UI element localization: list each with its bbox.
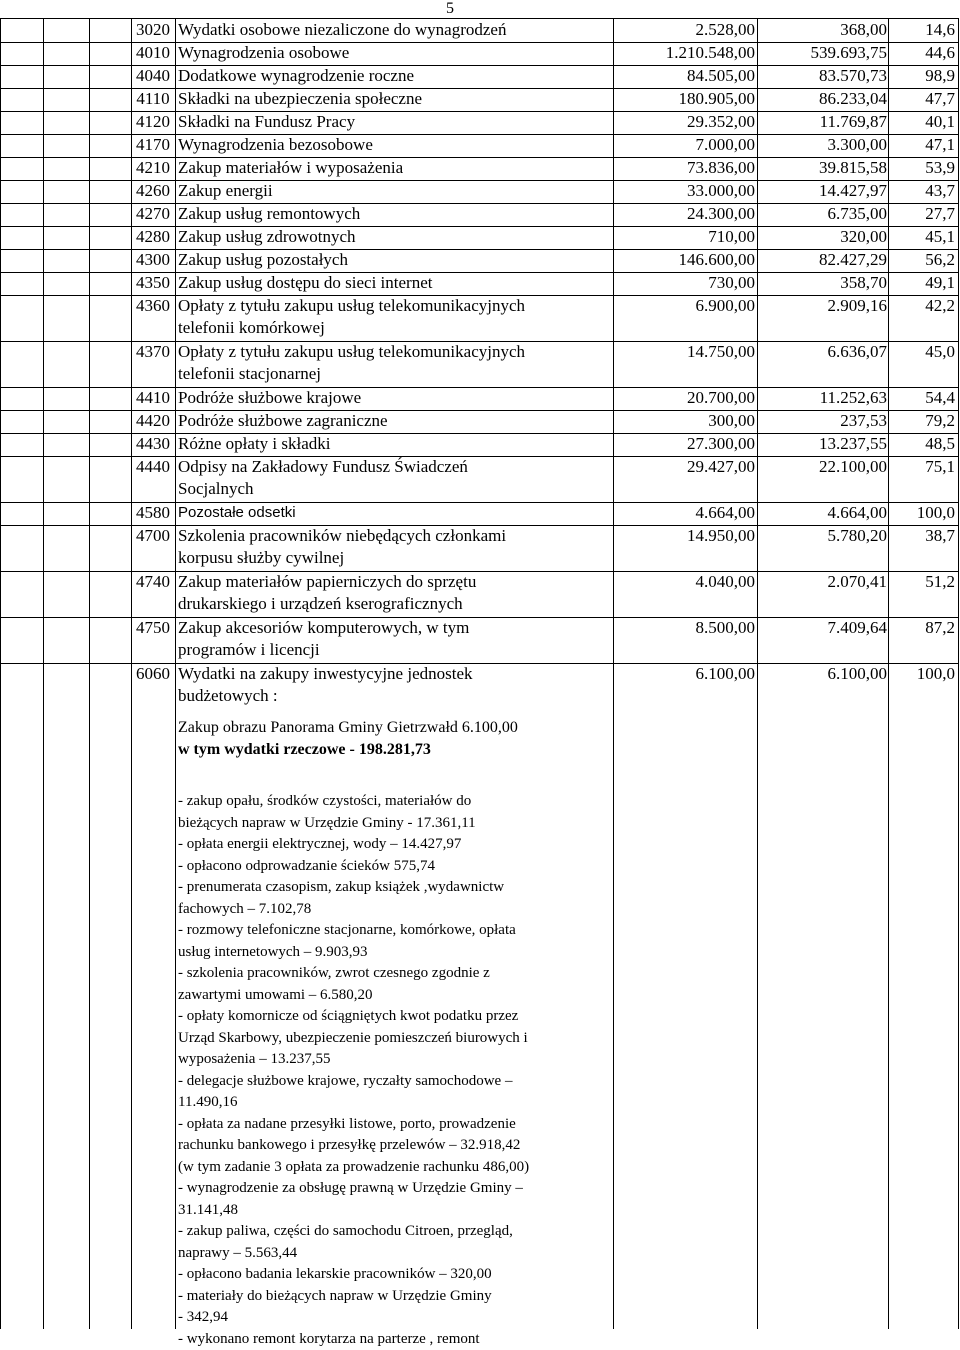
planned-amount: 14.750,00 (613, 341, 755, 363)
executed-amount: 6.100,00 (757, 663, 887, 685)
table-row (1, 19, 959, 43)
expense-name-line: Wynagrodzenia bezosobowe (178, 134, 618, 156)
expense-name-line: Wydatki osobowe niezaliczone do wynagrodzeń (178, 19, 618, 41)
expense-name (178, 456, 618, 500)
execution-percent: 42,2 (889, 295, 955, 317)
expense-name-line: Wydatki na zakupy inwestycyjne jednostek (178, 663, 618, 685)
note-line: - wynagrodzenie za obsługę prawną w Urzędzie Gminy – (178, 1178, 613, 1200)
expense-name-line: Zakup usług pozostałych (178, 249, 618, 271)
executed-amount: 2.070,41 (757, 571, 887, 593)
execution-percent: 53,9 (889, 157, 955, 179)
note-line: bieżących napraw w Urzędzie Gminy - 17.361,11 (178, 813, 613, 835)
execution-percent: 98,9 (889, 65, 955, 87)
executed-amount: 11.252,63 (757, 387, 887, 409)
expense-name-line: Dodatkowe wynagrodzenie roczne (178, 65, 618, 87)
expense-name-line: Składki na Fundusz Pracy (178, 111, 618, 133)
note-line: 31.141,48 (178, 1200, 613, 1222)
paragraph-code: 4420 (131, 410, 175, 432)
planned-amount: 27.300,00 (613, 433, 755, 455)
planned-amount: 84.505,00 (613, 65, 755, 87)
expense-name-line: Szkolenia pracowników niebędących członkami (178, 525, 618, 547)
expense-name-line: telefonii komórkowej (178, 317, 618, 339)
expense-name (178, 617, 618, 661)
expense-name (178, 111, 618, 133)
table-row (1, 571, 959, 618)
table-row (1, 134, 959, 158)
table-row (1, 387, 959, 411)
paragraph-code: 4370 (131, 341, 175, 363)
expense-name-line: Podróże służbowe zagraniczne (178, 410, 618, 432)
expense-name-line: Zakup akcesoriów komputerowych, w tym (178, 617, 618, 639)
execution-percent: 27,7 (889, 203, 955, 225)
expense-name-line: Zakup usług dostępu do sieci internet (178, 272, 618, 294)
note-line: - opłacono badania lekarskie pracowników – 320,00 (178, 1264, 613, 1286)
expense-name-line: Zakup materiałów i wyposażenia (178, 157, 618, 179)
executed-amount: 539.693,75 (757, 42, 887, 64)
expense-name-line: Zakup usług zdrowotnych (178, 226, 618, 248)
expense-name (178, 433, 618, 455)
planned-amount: 146.600,00 (613, 249, 755, 271)
expense-name (178, 272, 618, 294)
execution-percent: 49,1 (889, 272, 955, 294)
expense-name (178, 341, 618, 385)
planned-amount: 73.836,00 (613, 157, 755, 179)
expense-name-line: drukarskiego i urządzeń kserograficznych (178, 593, 618, 615)
expense-name-line: Zakup materiałów papierniczych do sprzętu (178, 571, 618, 593)
investment-note: Zakup obrazu Panorama Gminy Gietrzwałd 6.100,00 (178, 717, 618, 739)
execution-percent: 51,2 (889, 571, 955, 593)
planned-amount: 710,00 (613, 226, 755, 248)
note-line: fachowych – 7.102,78 (178, 899, 613, 921)
execution-percent: 48,5 (889, 433, 955, 455)
paragraph-code: 6060 (131, 663, 175, 685)
expense-name-line: Podróże służbowe krajowe (178, 387, 618, 409)
expense-name (178, 42, 618, 64)
planned-amount: 6.100,00 (613, 663, 755, 685)
paragraph-code: 4260 (131, 180, 175, 202)
executed-amount: 11.769,87 (757, 111, 887, 133)
paragraph-code: 4170 (131, 134, 175, 156)
executed-amount: 320,00 (757, 226, 887, 248)
planned-amount: 33.000,00 (613, 180, 755, 202)
table-row (1, 249, 959, 273)
paragraph-code: 4040 (131, 65, 175, 87)
expense-name-line: telefonii stacjonarnej (178, 363, 618, 385)
execution-percent: 47,1 (889, 134, 955, 156)
table-row (1, 341, 959, 388)
note-line: - prenumerata czasopism, zakup książek ,wydawnictw (178, 877, 613, 899)
table-row (1, 42, 959, 66)
table-row (1, 295, 959, 342)
expense-name (178, 525, 618, 569)
note-line: rachunku bankowego i przesyłkę przelewów – 32.918,42 (178, 1135, 613, 1157)
planned-amount: 180.905,00 (613, 88, 755, 110)
planned-amount: 8.500,00 (613, 617, 755, 639)
planned-amount: 29.352,00 (613, 111, 755, 133)
paragraph-code: 4120 (131, 111, 175, 133)
expense-name (178, 88, 618, 110)
planned-amount: 14.950,00 (613, 525, 755, 547)
expense-name (178, 65, 618, 87)
expense-name (178, 203, 618, 225)
table-row (1, 65, 959, 89)
note-line: - rozmowy telefoniczne stacjonarne, komórkowe, opłata (178, 920, 613, 942)
expense-name (178, 180, 618, 202)
execution-percent: 100,0 (889, 502, 955, 524)
paragraph-code: 4580 (131, 502, 175, 524)
table-row (1, 410, 959, 434)
execution-percent: 44,6 (889, 42, 955, 64)
execution-percent: 54,4 (889, 387, 955, 409)
expense-name (178, 663, 618, 707)
table-row (1, 525, 959, 572)
table-row (1, 272, 959, 296)
note-line: usług internetowych – 9.903,93 (178, 942, 613, 964)
expense-name (178, 502, 618, 524)
note-line: zawartymi umowami – 6.580,20 (178, 985, 613, 1007)
planned-amount: 7.000,00 (613, 134, 755, 156)
executed-amount: 2.909,16 (757, 295, 887, 317)
table-row (1, 502, 959, 526)
table-row (1, 433, 959, 457)
expense-name (178, 226, 618, 248)
planned-amount: 29.427,00 (613, 456, 755, 478)
table-row (1, 203, 959, 227)
expense-name-line: Opłaty z tytułu zakupu usług telekomunikacyjnych (178, 341, 618, 363)
note-line: - materiały do bieżących napraw w Urzędzie Gminy (178, 1286, 613, 1308)
expense-name (178, 571, 618, 615)
note-line: wyposażenia – 13.237,55 (178, 1049, 613, 1071)
planned-amount: 24.300,00 (613, 203, 755, 225)
expense-name-line: Zakup usług remontowych (178, 203, 618, 225)
executed-amount: 358,70 (757, 272, 887, 294)
paragraph-code: 3020 (131, 19, 175, 41)
paragraph-code: 4750 (131, 617, 175, 639)
note-line: - opłata za nadane przesyłki listowe, porto, prowadzenie (178, 1114, 613, 1136)
paragraph-code: 4410 (131, 387, 175, 409)
expense-name-line: Socjalnych (178, 478, 618, 500)
planned-amount: 1.210.548,00 (613, 42, 755, 64)
table-row (1, 88, 959, 112)
expense-name-line: Opłaty z tytułu zakupu usług telekomunikacyjnych (178, 295, 618, 317)
executed-amount: 5.780,20 (757, 525, 887, 547)
expense-name (178, 134, 618, 156)
execution-percent: 14,6 (889, 19, 955, 41)
executed-amount: 237,53 (757, 410, 887, 432)
table-row (1, 226, 959, 250)
executed-amount: 22.100,00 (757, 456, 887, 478)
paragraph-code: 4700 (131, 525, 175, 547)
planned-amount: 4.664,00 (613, 502, 755, 524)
execution-percent: 45,1 (889, 226, 955, 248)
expense-name-line: programów i licencji (178, 639, 618, 661)
table-row (1, 111, 959, 135)
note-line: - opłata energii elektrycznej, wody – 14.427,97 (178, 834, 613, 856)
expense-name-line: Różne opłaty i składki (178, 433, 618, 455)
expenditure-table (0, 18, 959, 1329)
expense-name-line: Zakup energii (178, 180, 618, 202)
expense-name (178, 295, 618, 339)
note-line: - zakup paliwa, części do samochodu Citroen, przegląd, (178, 1221, 613, 1243)
executed-amount: 82.427,29 (757, 249, 887, 271)
expense-name-line: Pozostałe odsetki (178, 502, 618, 524)
executed-amount: 13.237,55 (757, 433, 887, 455)
paragraph-code: 4110 (131, 88, 175, 110)
expense-name-line: Odpisy na Zakładowy Fundusz Świadczeń (178, 456, 618, 478)
table-row (1, 456, 959, 503)
execution-percent: 38,7 (889, 525, 955, 547)
note-line: - wykonano remont korytarza na parterze , remont (178, 1329, 613, 1350)
paragraph-code: 4360 (131, 295, 175, 317)
execution-percent: 75,1 (889, 456, 955, 478)
table-row (1, 617, 959, 664)
expense-name (178, 249, 618, 271)
material-expenses-total: w tym wydatki rzeczowe - 198.281,73 (178, 739, 618, 761)
paragraph-code: 4440 (131, 456, 175, 478)
executed-amount: 6.735,00 (757, 203, 887, 225)
note-line: 11.490,16 (178, 1092, 613, 1114)
execution-percent: 100,0 (889, 663, 955, 685)
expense-name-line: budżetowych : (178, 685, 618, 707)
paragraph-code: 4280 (131, 226, 175, 248)
execution-percent: 45,0 (889, 341, 955, 363)
execution-percent: 40,1 (889, 111, 955, 133)
table-row (1, 180, 959, 204)
paragraph-code: 4430 (131, 433, 175, 455)
expense-name (178, 387, 618, 409)
executed-amount: 83.570,73 (757, 65, 887, 87)
executed-amount: 14.427,97 (757, 180, 887, 202)
paragraph-code: 4300 (131, 249, 175, 271)
executed-amount: 3.300,00 (757, 134, 887, 156)
planned-amount: 300,00 (613, 410, 755, 432)
note-line: naprawy – 5.563,44 (178, 1243, 613, 1265)
paragraph-code: 4740 (131, 571, 175, 593)
expense-name-line: korpusu służby cywilnej (178, 547, 618, 569)
paragraph-code: 4270 (131, 203, 175, 225)
executed-amount: 7.409,64 (757, 617, 887, 639)
execution-percent: 47,7 (889, 88, 955, 110)
page-number: 5 (440, 0, 460, 18)
executed-amount: 4.664,00 (757, 502, 887, 524)
execution-percent: 79,2 (889, 410, 955, 432)
planned-amount: 730,00 (613, 272, 755, 294)
paragraph-code: 4210 (131, 157, 175, 179)
executed-amount: 6.636,07 (757, 341, 887, 363)
planned-amount: 2.528,00 (613, 19, 755, 41)
note-line: - 342,94 (178, 1307, 613, 1329)
expense-name (178, 410, 618, 432)
executed-amount: 86.233,04 (757, 88, 887, 110)
paragraph-code: 4010 (131, 42, 175, 64)
execution-percent: 56,2 (889, 249, 955, 271)
expense-name (178, 19, 618, 41)
planned-amount: 20.700,00 (613, 387, 755, 409)
execution-percent: 43,7 (889, 180, 955, 202)
executed-amount: 368,00 (757, 19, 887, 41)
note-line: - delegacje służbowe krajowe, ryczałty samochodowe – (178, 1071, 613, 1093)
note-line: - opłaty komornicze od ściągniętych kwot podatku przez (178, 1006, 613, 1028)
note-line: Urząd Skarbowy, ubezpieczenie pomieszczeń biurowych i (178, 1028, 613, 1050)
expense-name-line: Wynagrodzenia osobowe (178, 42, 618, 64)
executed-amount: 39.815,58 (757, 157, 887, 179)
table-row (1, 157, 959, 181)
note-line: (w tym zadanie 3 opłata za prowadzenie rachunku 486,00) (178, 1157, 613, 1179)
expense-name (178, 157, 618, 179)
note-line: - szkolenia pracowników, zwrot czesnego zgodnie z (178, 963, 613, 985)
expense-name-line: Składki na ubezpieczenia społeczne (178, 88, 618, 110)
execution-percent: 87,2 (889, 617, 955, 639)
note-line: - zakup opału, środków czystości, materiałów do (178, 791, 613, 813)
expense-notes (178, 791, 613, 1350)
planned-amount: 4.040,00 (613, 571, 755, 593)
planned-amount: 6.900,00 (613, 295, 755, 317)
note-line: - opłacono odprowadzanie ścieków 575,74 (178, 856, 613, 878)
paragraph-code: 4350 (131, 272, 175, 294)
